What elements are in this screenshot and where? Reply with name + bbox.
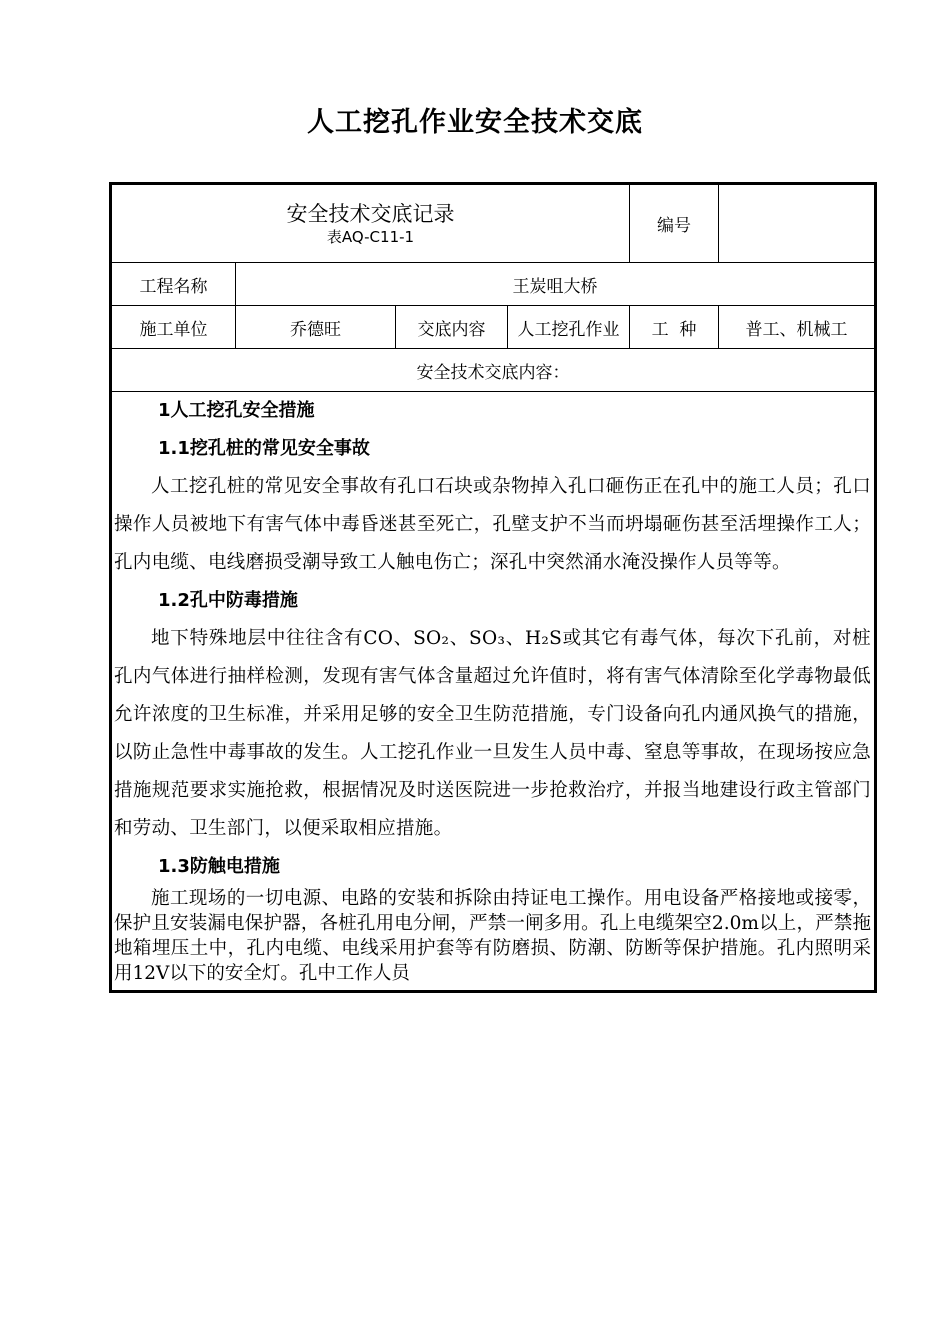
section-label: 安全技术交底内容： [112, 349, 875, 392]
trade-value: 普工、机械工 [719, 306, 875, 349]
content-row [112, 392, 875, 991]
project-row [112, 263, 875, 306]
project-name-value: 王炭咀大桥 [236, 263, 875, 306]
subsection-heading-1-3: 1.3防触电措施 [158, 856, 280, 877]
safety-briefing-record-table [111, 184, 875, 991]
construction-unit-value: 乔德旺 [236, 306, 396, 349]
briefing-content-value: 人工挖孔作业 [508, 306, 630, 349]
content-bottom-spacer [114, 986, 871, 990]
record-title-cell [112, 185, 630, 263]
unit-row [112, 306, 875, 349]
form-number: 表AQ-C11-1 [326, 227, 415, 246]
briefing-content-label: 交底内容 [396, 306, 508, 349]
project-name-label: 工程名称 [112, 263, 236, 306]
section-label-row [112, 349, 875, 392]
paragraph-1-3: 施工现场的一切电源、电路的安装和拆除由持证电工操作。用电设备严格接地或接零，保护且安装漏电保护器，各桩孔用电分闸，严禁一闸多用。孔上电缆架空2.0m以上，严禁拖地箱埋压土中，孔内电缆、电线采用护套等有防磨损、防潮、防断等保护措施。孔内照明采用12V以下的安全灯。孔中工作人员 [114, 888, 871, 984]
subsection-heading-1-2: 1.2孔中防毒措施 [158, 590, 298, 611]
paragraph-1-2: 地下特殊地层中往往含有CO、SO₂、SO₃、H₂S或其它有毒气体，每次下孔前，对桩孔内气体进行抽样检测，发现有害气体含量超过允许值时，将有害气体清除至化学毒物最低允许浓度的卫生标准，并采用足够的安全卫生防范措施，专门设备向孔内通风换气的措施，以防止急性中毒事故的发生。人工挖孔作业一旦发生人员中毒、窒息等事故，在现场按应急措施规范要求实施抢救，根据情况及时送医院进一步抢救治疗，并报当地建设行政主管部门和劳动、卫生部门，以便采取相应措施。 [114, 628, 871, 839]
table-header-row [112, 185, 875, 263]
paragraph-1-1: 人工挖孔桩的常见安全事故有孔口石块或杂物掉入孔口砸伤正在孔中的施工人员；孔口操作人员被地下有害气体中毒昏迷甚至死亡，孔壁支护不当而坍塌砸伤甚至活埋操作工人；孔内电缆、电线磨损受潮导致工人触电伤亡；深孔中突然涌水淹没操作人员等等。 [114, 476, 871, 573]
serial-value-cell [719, 185, 875, 263]
serial-label-cell: 编号 [630, 185, 719, 263]
trade-label: 工 种 [630, 306, 719, 349]
construction-unit-label: 施工单位 [112, 306, 236, 349]
briefing-content-body [112, 392, 875, 991]
subsection-heading-1-1: 1.1挖孔桩的常见安全事故 [158, 438, 370, 459]
document-title: 人工挖孔作业安全技术交底 [307, 107, 643, 138]
record-title: 安全技术交底记录 [286, 201, 455, 226]
section-heading-1: 1人工挖孔安全措施 [158, 400, 315, 421]
